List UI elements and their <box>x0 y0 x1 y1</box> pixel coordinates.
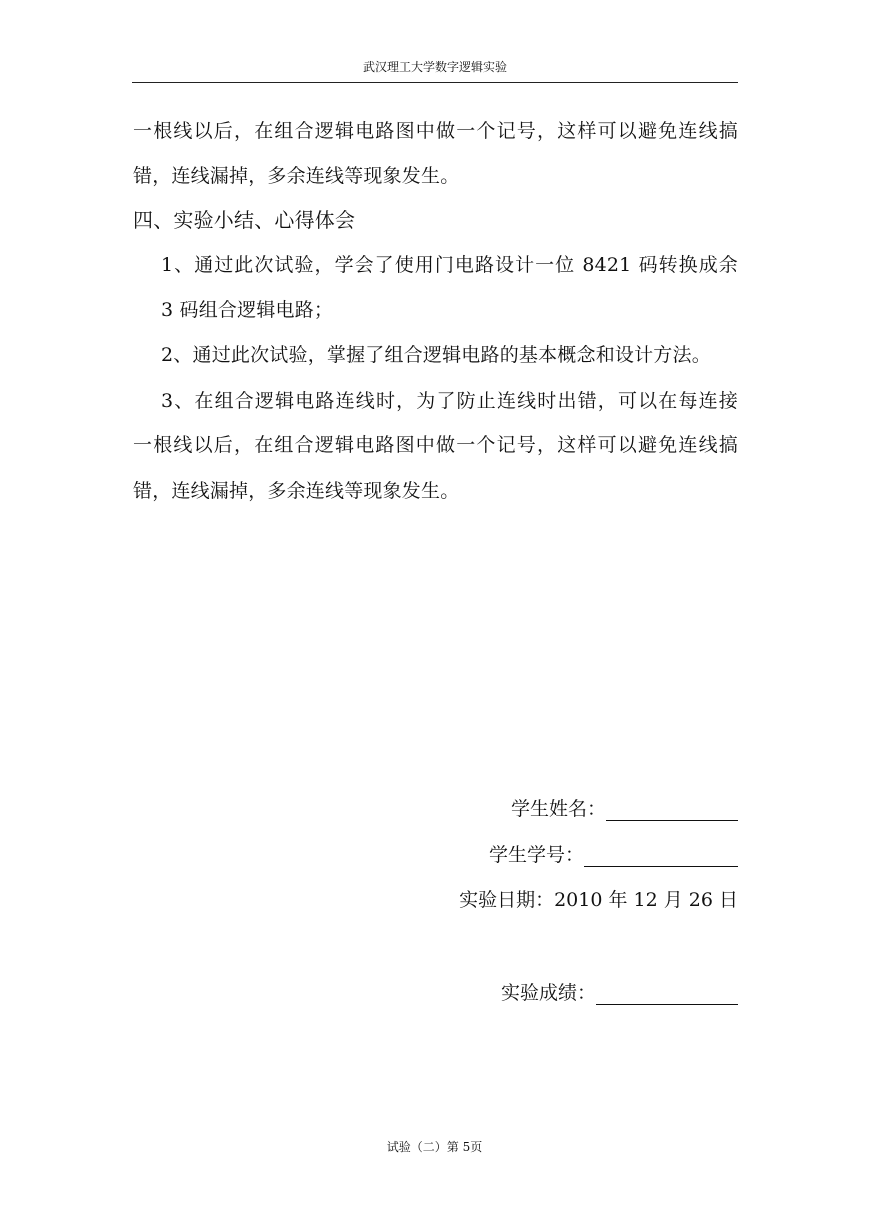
student-id-blank <box>584 846 738 867</box>
summary-item-1-cont: 3 码组合逻辑电路； <box>161 299 334 321</box>
student-id-field <box>489 843 738 867</box>
student-id-label: 学生学号： <box>488 844 584 866</box>
student-name-blank <box>606 800 738 821</box>
experiment-grade-field <box>501 981 738 1005</box>
page-number: 试验（二）第 5页 <box>386 1140 483 1154</box>
experiment-grade-blank <box>596 984 738 1005</box>
summary-item-3: 3、在组合逻辑电路连线时，为了防止连线时出错，可以在每连接 <box>161 390 738 412</box>
page-footer <box>0 1138 869 1156</box>
experiment-grade-label: 实验成绩： <box>500 982 596 1004</box>
experiment-date <box>459 888 738 912</box>
student-name-field <box>511 797 738 821</box>
summary-item-1: 1、通过此次试验，学会了使用门电路设计一位 8421 码转换成余 <box>161 254 738 276</box>
experiment-date-text: 实验日期：2010 年 12 月 26 日 <box>459 889 738 911</box>
summary-item-2: 2、通过此次试验，掌握了组合逻辑电路的基本概念和设计方法。 <box>161 344 711 366</box>
header-title: 武汉理工大学数字逻辑实验 <box>362 60 507 74</box>
summary-item-3-cont: 错，连线漏掉，多余连线等现象发生。 <box>133 480 460 502</box>
paragraph-line: 一根线以后，在组合逻辑电路图中做一个记号，这样可以避免连线搞 <box>133 120 738 142</box>
paragraph-line: 错，连线漏掉，多余连线等现象发生。 <box>133 165 460 187</box>
section-heading: 四、实验小结、心得体会 <box>133 208 356 232</box>
summary-item-3-cont: 一根线以后，在组合逻辑电路图中做一个记号，这样可以避免连线搞 <box>133 434 738 456</box>
page-header <box>132 58 738 83</box>
student-name-label: 学生姓名： <box>510 798 606 820</box>
